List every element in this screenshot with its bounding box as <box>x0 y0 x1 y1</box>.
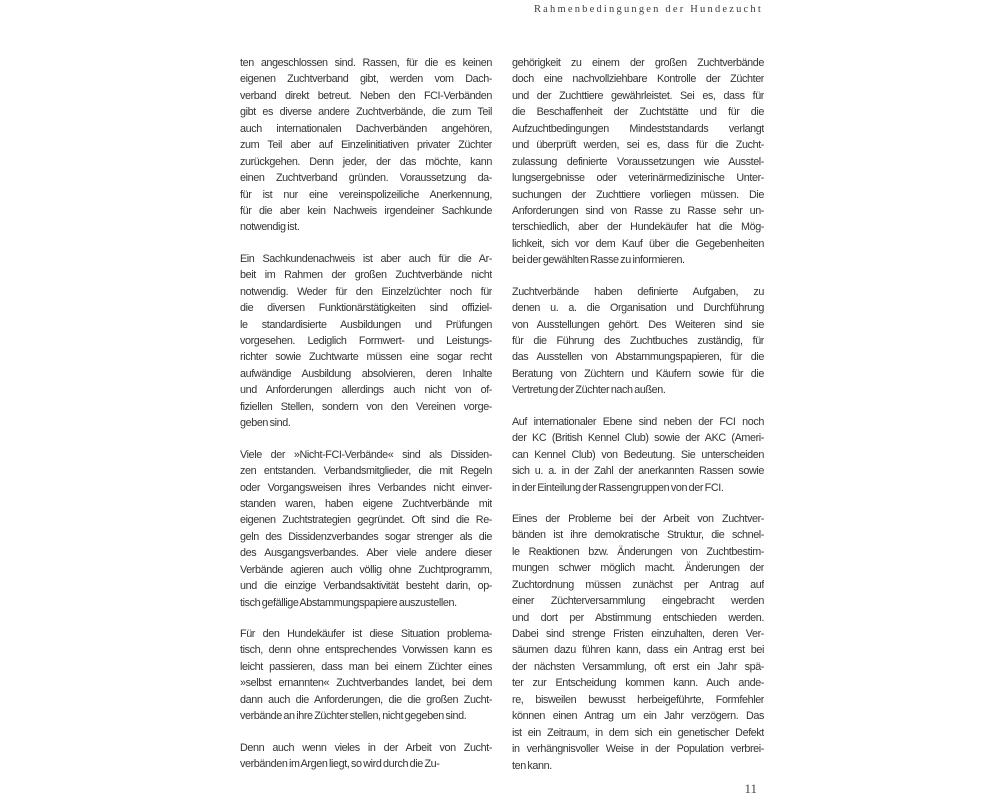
text-line: auch internationalen Dachverbänden angehören, <box>240 122 492 135</box>
text-line: Dabei sind strenge Fristen einzuhalten, deren Ver- <box>512 628 764 640</box>
text-column-right <box>512 55 764 789</box>
text-line: aufwändige Ausbildung absolvieren, deren Inhalte <box>240 367 492 380</box>
paragraph <box>240 626 492 725</box>
text-line: die diversen Funktionärstätigkeiten sind offiziel- <box>240 302 492 315</box>
text-line: gehörigkeit zu einem der großen Zuchtverbände <box>512 57 764 69</box>
paragraph <box>512 414 764 496</box>
text-line: Aufzuchtbedingungen Mindeststandards verlangt <box>512 122 764 135</box>
text-line: lungsergebnisse oder veterinärmedizinische Unter- <box>512 172 764 185</box>
text-line: für die Führung des Zuchtbuches zuständig, für <box>512 335 764 347</box>
text-line: verbänden im Argen liegt, so wird durch die Zu- <box>240 758 440 771</box>
text-line: säumen dazu führen kann, dass ein Antrag erst bei <box>512 644 764 657</box>
text-line: re, bisweilen bewusst herbeigeführte, Formfehler <box>512 693 764 706</box>
text-line: le standardisierte Ausbildungen und Prüfungen <box>240 318 492 331</box>
text-line: mungen schwer möglich macht. Änderungen der <box>512 562 764 575</box>
text-line: das Ausstellen von Abstammungspapieren, für die <box>512 351 764 364</box>
text-line: terschiedlich, aber der Hundekäufer hat die Mög- <box>512 221 764 234</box>
text-line: der nächsten Versammlung, oft erst ein Jahr spä- <box>512 660 764 673</box>
text-line: Denn auch wenn vieles in der Arbeit von Zucht- <box>240 741 492 754</box>
text-line: tisch gefällige Abstammungspapiere auszustellen. <box>240 596 457 609</box>
text-line: Ein Sachkundenachweis ist aber auch für die Ar- <box>240 252 492 265</box>
text-line: verband direkt betreut. Neben den FCI-Verbänden <box>240 89 492 102</box>
text-line: can Kennel Club) von Bedeutung. Sie unterscheiden <box>512 448 764 461</box>
text-line: ist ein Zeitraum, in dem sich ein genetischer Defekt <box>512 726 764 739</box>
text-line: oder Vorgangsweisen ihres Verbandes nicht einver- <box>240 481 492 494</box>
text-line: zurückgehen. Denn jeder, der das möchte, kann <box>240 155 492 168</box>
paragraph <box>240 740 492 773</box>
text-line: Viele der »Nicht-FCI-Verbände« sind als Dissiden- <box>240 448 492 461</box>
text-line: geben sind. <box>240 417 291 430</box>
text-line: Eines der Probleme bei der Arbeit von Zuchtver- <box>512 512 764 525</box>
text-line: Zuchtverbände haben definierte Aufgaben, zu <box>512 285 764 298</box>
text-line: die Beschaffenheit der Zuchtstätte und für die <box>512 106 764 119</box>
text-line: von Ausstellungen gehört. Des Weiteren sind sie <box>512 318 764 331</box>
text-line: richter sowie Zuchtwarte müssen eine sogar recht <box>240 351 492 364</box>
text-line: le Reaktionen bzw. Änderungen von Zuchtbestim- <box>512 545 764 558</box>
text-line: notwendig ist. <box>240 221 300 234</box>
text-line: Zuchtordnung müssen zunächst per Antrag auf <box>512 578 764 591</box>
text-line: lichkeit, sich vor dem Kauf über die Gegebenheiten <box>512 237 764 250</box>
text-line: verbände an ihre Züchter stellen, nicht gegeben sind. <box>240 710 467 723</box>
paragraph <box>240 447 492 611</box>
text-line: standen waren, haben eigene Zuchtverbände mit <box>240 497 492 510</box>
paragraph <box>512 511 764 774</box>
text-line: in verhängnisvoller Weise in der Population verbrei- <box>512 743 764 756</box>
text-line: doch eine nachvollziehbare Kontrolle der Züchter <box>512 73 764 86</box>
text-line: beit im Rahmen der großen Zuchtverbände nicht <box>240 269 492 282</box>
text-line: notwendig. Weder für den Einzelzüchter noch für <box>240 285 492 298</box>
text-line: ten angeschlossen sind. Rassen, für die es keinen <box>240 57 492 69</box>
text-line: suchungen der Zuchttiere vorliegen müssen. Die <box>512 188 764 201</box>
text-line: und die einzige Verbandsaktivität besteht darin, op- <box>240 580 492 593</box>
text-line: können einen Antrag um ein Jahr verzögern. Das <box>512 710 764 723</box>
text-line: einen Zuchtverband gründen. Voraussetzung da- <box>240 172 492 185</box>
text-line: zulassung definierte Voraussetzungen wie Ausstel- <box>512 155 764 168</box>
text-line: fiziellen Stellen, sondern von den Vereinen vorge- <box>240 400 492 413</box>
paragraph <box>512 55 764 269</box>
text-line: tisch, denn ohne entsprechendes Vorwissen kann es <box>240 644 492 657</box>
text-line: Beratung von Züchtern und Käufern sowie für die <box>512 367 764 380</box>
text-line: Vertretung der Züchter nach außen. <box>512 384 666 397</box>
text-line: gibt es diverse andere Zuchtverbände, die zum Teil <box>240 106 492 119</box>
text-line: leicht passieren, dass man bei einem Züchter eines <box>240 660 492 673</box>
text-line: für die aber kein Nachweis irgendeiner Sachkunde <box>240 204 492 217</box>
text-line: bei der gewählten Rasse zu informieren. <box>512 254 685 267</box>
paragraph <box>240 251 492 432</box>
text-line: und überprüft werden, sei es, dass für die Zucht- <box>512 139 764 152</box>
text-line: bänden ist ihre demokratische Struktur, die schnel- <box>512 529 764 542</box>
text-line: eigenen Zuchtverband gibt, werden vom Dach- <box>240 73 492 86</box>
text-line: Verbände agieren auch völlig ohne Zuchtprogramm, <box>240 563 492 576</box>
text-line: »selbst ernannten« Zuchtverbandes landet, bei dem <box>240 677 492 690</box>
text-line: denen u. a. die Organisation und Durchführung <box>512 302 764 315</box>
text-line: Anforderungen sind von Rasse zu Rasse sehr un- <box>512 204 764 217</box>
text-line: einer Züchterversammlung eingebracht werden <box>512 595 764 608</box>
text-line: für ist nur eine vereinspolizeiliche Anerkennung, <box>240 188 492 201</box>
paragraph <box>512 284 764 399</box>
text-line: eigenen Zuchtstrategien gegründet. Oft sind die Re- <box>240 514 492 527</box>
text-line: und Anforderungen allerdings auch nicht von of- <box>240 384 492 397</box>
paragraph <box>240 55 492 236</box>
text-line: ten kann. <box>512 759 552 772</box>
text-line: Auf internationaler Ebene sind neben der FCI noch <box>512 415 764 428</box>
text-line: in der Einteilung der Rassengruppen von der FCI. <box>512 481 724 494</box>
text-line: dann auch die Anforderungen, die die großen Zucht- <box>240 693 492 706</box>
text-line: Für den Hundekäufer ist diese Situation problema- <box>240 628 492 640</box>
text-line: des Ausgangsverbandes. Aber viele andere dieser <box>240 547 492 560</box>
text-line: ter zur Entscheidung kommen kann. Auch ande- <box>512 677 764 690</box>
running-head: Rahmenbedingungen der Hundezucht <box>533 4 763 15</box>
text-line: der KC (British Kennel Club) sowie der AKC (Ameri- <box>512 432 764 445</box>
page-number: 11 <box>744 781 757 796</box>
text-line: zen entstanden. Verbandsmitglieder, die mit Regeln <box>240 465 492 478</box>
text-line: und der Zuchttiere gewährleistet. Sei es, dass für <box>512 89 764 102</box>
text-line: vorgesehen. Lediglich Formwert- und Leistungs- <box>240 335 492 347</box>
text-line: zum Teil aber auf Einzelinitiativen privater Züchter <box>240 139 492 152</box>
text-line: geln des Dissidenzverbandes sogar strenger als die <box>240 530 492 543</box>
text-line: sich u. a. in der Zahl der anerkannten Rassen sowie <box>512 465 764 478</box>
text-line: und dort per Abstimmung entschieden werden. <box>512 611 764 624</box>
text-column-left <box>240 55 492 788</box>
